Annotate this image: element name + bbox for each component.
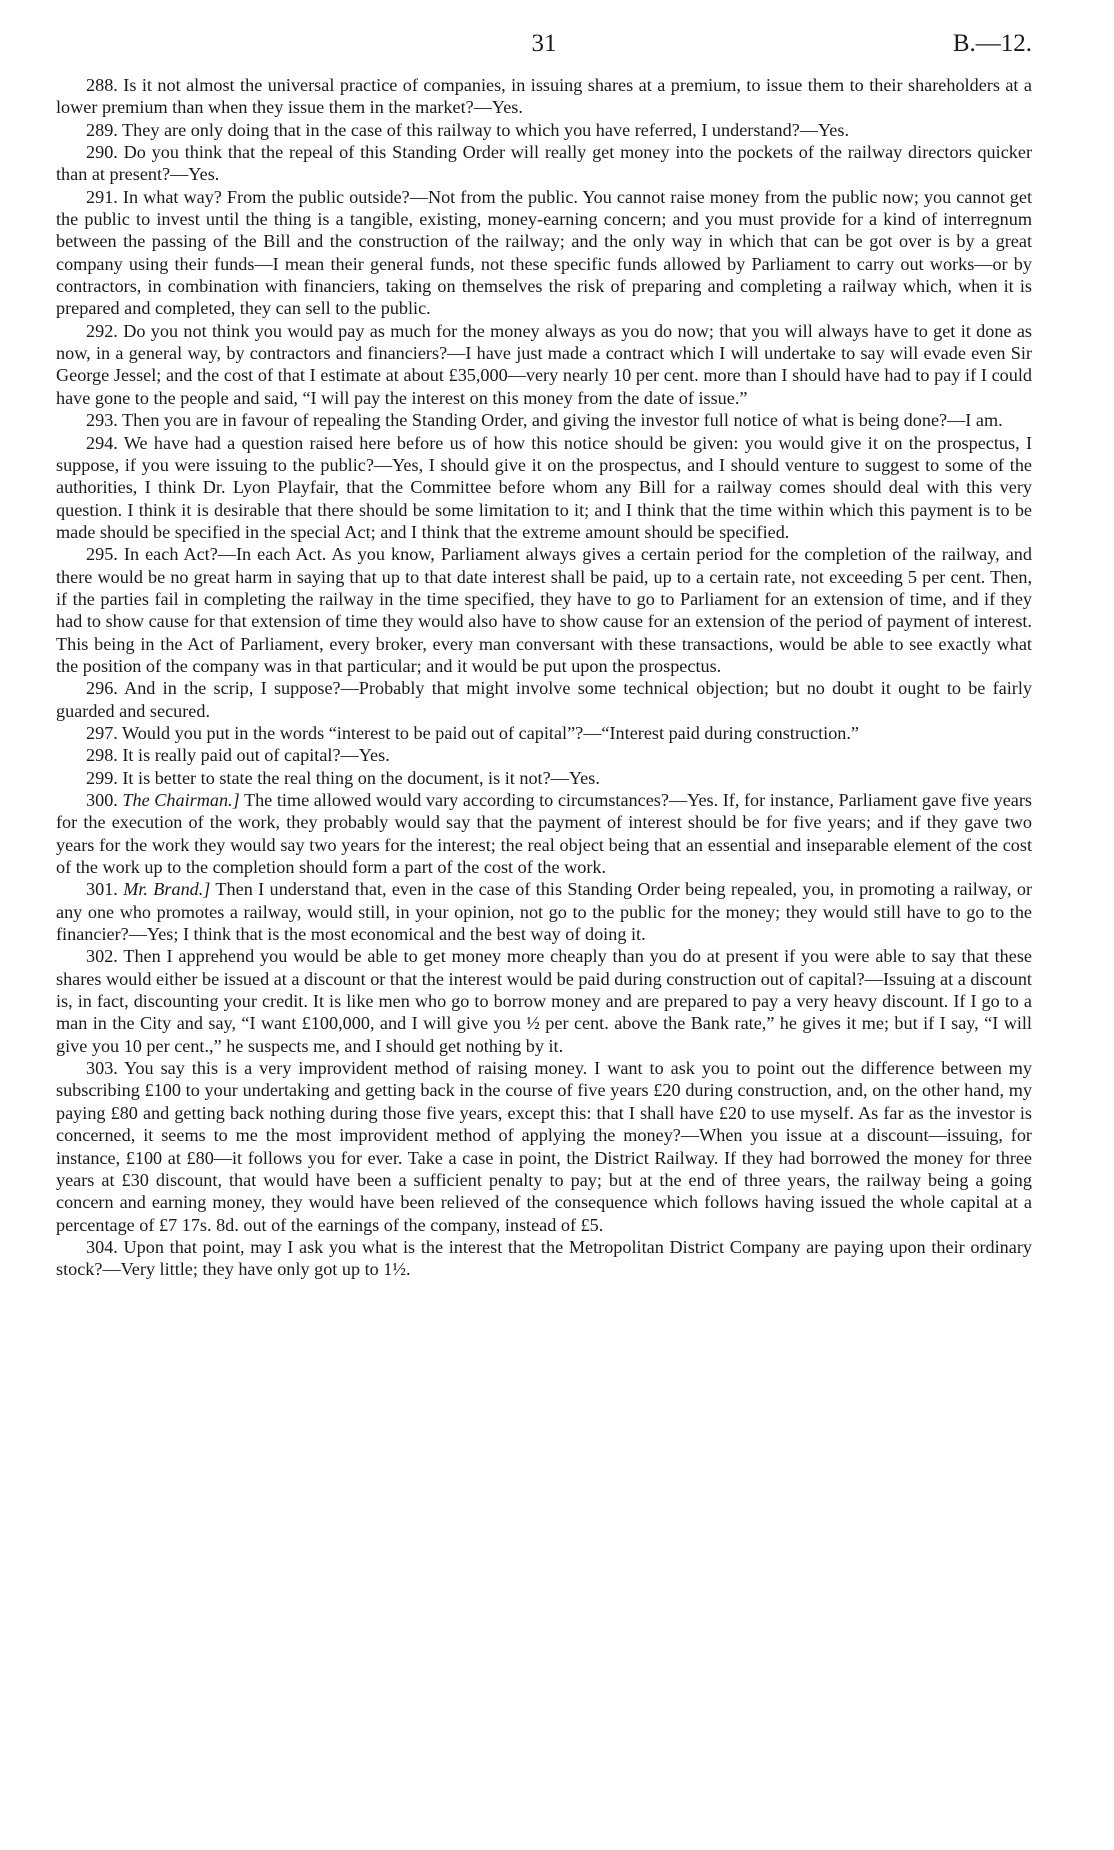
question-304 <box>56 1236 1032 1281</box>
question-text: Do you not think you would pay as much for the money always as you do now; that you will always have to get it done as now, in a general way, by contractors and financiers?—I have just made a contract which I will undertake to say will evade even Sir George Jessel; and the cost of that I estimate at about £35,000—very nearly 10 per cent. more than I should have had to pay if I could have gone to the people and said, “I will pay the interest on this money from the date of issue.” <box>56 320 1033 408</box>
question-289 <box>56 119 1032 141</box>
question-301 <box>56 878 1032 945</box>
testimony-body <box>56 74 1032 1281</box>
question-number: 298. <box>86 745 118 766</box>
question-number: 301. <box>86 879 118 900</box>
question-294 <box>56 432 1032 544</box>
question-text: And in the scrip, I suppose?—Probably that might involve some technical objection; but no doubt it ought to be fairly guarded and secured. <box>56 678 1033 721</box>
question-number: 303. <box>86 1058 118 1079</box>
question-number: 296. <box>86 678 118 699</box>
question-text: Would you put in the words “interest to be paid out of capital”?—“Interest paid during construction.” <box>122 722 859 743</box>
question-text: It is really paid out of capital?—Yes. <box>122 745 390 766</box>
question-number: 299. <box>86 767 118 788</box>
question-290 <box>56 141 1032 186</box>
speaker-name: The Chairman.] <box>122 790 240 810</box>
question-299 <box>56 767 1032 789</box>
page-number: 31 <box>531 30 557 57</box>
speaker-name: Mr. Brand.] <box>123 879 211 900</box>
question-number: 290. <box>86 142 118 163</box>
question-text: You say this is a very improvident method of raising money. I want to ask you to point out the difference between my subscribing £100 to your undertaking and getting back in the course of five years £20 during construction, and, on the other hand, my paying £80 and getting back nothing during those five years, except this: that I shall have £20 to use myself. As far as the investor is concerned, it seems to me the most improvident method of applying the money?—When you issue at a discount—issuing, for instance, £100 at £80—it follows you for ever. Take a case in point, the District Railway. If they had borrowed the money for three years at £30 discount, that would have been a sufficient penalty to pay; but at the end of three years, the railway being a going concern and earning money, they would have been relieved of the consequence which follows having issued the whole capital at a percentage of £7 17s. 8d. out of the earnings of the company, instead of £5. <box>56 1058 1033 1235</box>
document-page <box>56 30 1032 1281</box>
question-text: The time allowed would vary according to circumstances?—Yes. If, for instance, Parliament gave five years for the execution of the work, they probably would say that the payment of interest should be for five years; and if they gave two years for the work they would say two years for the interest; the real object being that an essential and inseparable element of the cost of the work up to the completion should form a part of the cost of the work. <box>56 790 1033 878</box>
question-number: 304. <box>86 1236 118 1257</box>
question-295 <box>56 543 1032 677</box>
question-text: In what way? From the public outside?—Not from the public. You cannot raise money from the public now; you cannot get the public to invest until the thing is a tangible, existing, money-earning concern; and you must provide for a kind of interregnum between the passing of the Bill and the construction of the railway; and the only way in which that can be got over is by a great company using their funds—I mean their general funds, not these specific funds allowed by Parliament to carry out works—or by contractors, in combination with financiers, taking on themselves the risk of preparing and completing a railway which, when it is prepared and completed, they can sell to the public. <box>56 186 1033 319</box>
question-text: In each Act?—In each Act. As you know, Parliament always gives a certain period for the completion of the railway, and there would be no great harm in saying that up to that date interest shall be paid, up to a certain rate, not exceeding 5 per cent. Then, if the parties fail in completing the railway in the time specified, they have to go to Parliament for an extension of time, and if they had to show cause for that extension of time they would also have to show cause for an extension of the period of payment of interest. This being in the Act of Parliament, every broker, every man conversant with these transactions, would be able to see exactly what the position of the company was in that particular; and it would be put upon the prospectus. <box>56 544 1032 676</box>
question-number: 300. <box>86 790 118 810</box>
question-303 <box>56 1057 1032 1236</box>
question-number: 292. <box>86 320 118 341</box>
question-text: Then I understand that, even in the case of this Standing Order being repealed, you, in promoting a railway, or any one who promotes a railway, would still, in your opinion, not go to the public for the money; they would still have to go to the financier?—Yes; I think that is the most economical and the best way of doing it. <box>56 879 1033 945</box>
page-header <box>56 30 1032 74</box>
question-300 <box>56 789 1032 878</box>
question-296 <box>56 677 1032 722</box>
question-number: 297. <box>86 722 118 743</box>
question-text: It is better to state the real thing on the document, is it not?—Yes. <box>122 767 600 788</box>
question-number: 294. <box>86 432 118 453</box>
question-292 <box>56 320 1032 409</box>
question-298 <box>56 744 1032 766</box>
question-text: Upon that point, may I ask you what is the interest that the Metropolitan District Company are paying upon their ordinary stock?—Very little; they have only got up to 1½. <box>56 1236 1032 1280</box>
question-text: Do you think that the repeal of this Standing Order will really get money into the pockets of the railway directors quicker than at present?—Yes. <box>56 142 1032 185</box>
question-297 <box>56 722 1032 744</box>
question-text: Is it not almost the universal practice of companies, in issuing shares at a premium, to issue them to their shareholders at a lower premium than when they issue them in the market?—Yes. <box>56 75 1032 118</box>
question-number: 288. <box>86 75 118 95</box>
question-text: We have had a question raised here before us of how this notice should be given: you would give it on the prospectus, I suppose, if you were issuing to the public?—Yes, I should give it on the prospectus, and I should venture to suggest to some of the authorities, I think Dr. Lyon Playfair, that the Committee before whom any Bill for a railway comes should deal with this very question. I think it is desirable that there should be some limitation to it; and I think that the time within which this payment is to be made should be specified in the special Act; and I think that the extreme amount should be specified. <box>56 432 1033 542</box>
question-number: 295. <box>86 544 118 565</box>
question-text: Then I apprehend you would be able to get money more cheaply than you do at present if you were able to say that these shares would either be issued at a discount or that the interest would be paid during construction out of capital?—Issuing at a discount is, in fact, discounting your credit. It is like men who go to borrow money and are prepared to pay a very heavy discount. If I go to a man in the City and say, “I want £100,000, and I will give you ½ per cent. above the Bank rate,” he gives it me; but if I say, “I will give you 10 per cent.,” he suspects me, and I should get nothing by it. <box>56 946 1032 1056</box>
question-291 <box>56 186 1032 320</box>
question-number: 289. <box>86 119 118 140</box>
question-293 <box>56 409 1032 431</box>
question-text: Then you are in favour of repealing the Standing Order, and giving the investor full notice of what is being done?—I am. <box>122 410 1003 431</box>
question-number: 302. <box>86 946 118 967</box>
question-number: 291. <box>86 186 118 207</box>
document-code: B.—12. <box>952 30 1032 57</box>
question-number: 293. <box>86 410 118 431</box>
question-302 <box>56 945 1032 1057</box>
question-288 <box>56 74 1032 119</box>
question-text: They are only doing that in the case of this railway to which you have referred, I understand?—Yes. <box>122 119 849 140</box>
